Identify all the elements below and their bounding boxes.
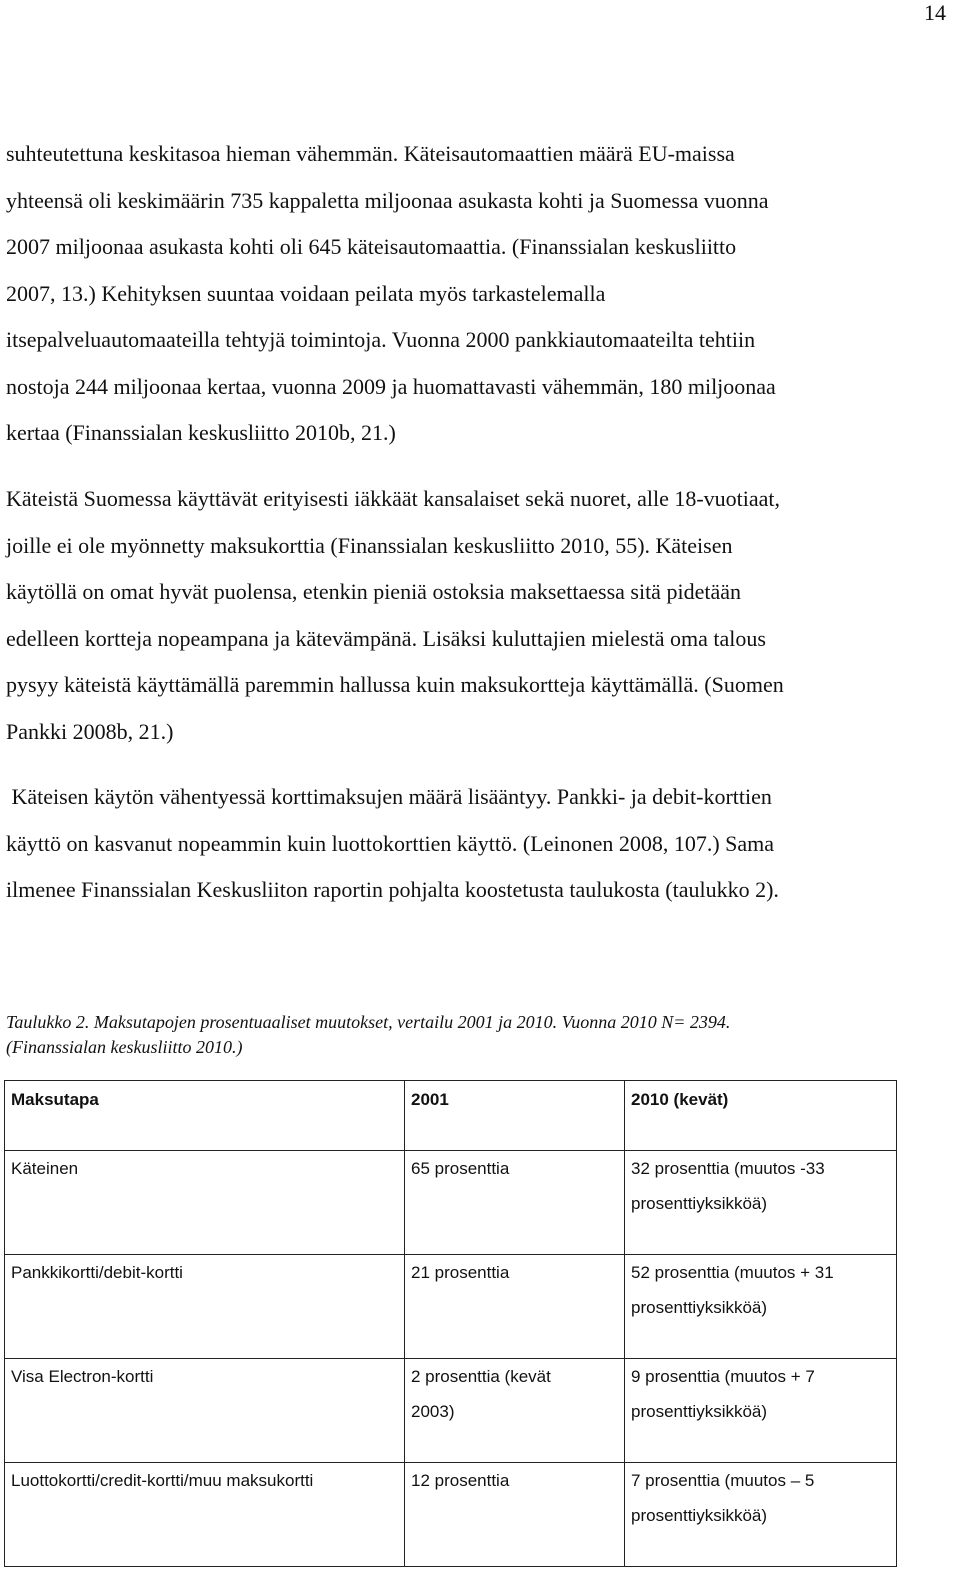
text-line: pysyy käteistä käyttämällä paremmin hallussa kuin maksukortteja käyttämällä. (Suomen — [6, 672, 784, 697]
cell-line: 12 prosenttia — [411, 1471, 510, 1490]
header-2010: 2010 (kevät) — [625, 1081, 897, 1151]
paragraph-2 — [6, 476, 956, 755]
paragraph-3 — [6, 774, 956, 914]
cell-method: Luottokortti/credit-kortti/muu maksukortti — [5, 1463, 405, 1567]
cell-2001 — [405, 1151, 625, 1255]
text-line: suhteutettuna keskitasoa hieman vähemmän. Käteisautomaattien määrä EU-maissa — [6, 141, 735, 166]
header-maksutapa: Maksutapa — [5, 1081, 405, 1151]
cell-line: prosenttiyksikköä) — [631, 1402, 768, 1421]
cell-2001 — [405, 1463, 625, 1567]
cell-line: 32 prosenttia (muutos -33 — [631, 1159, 825, 1178]
table-row — [5, 1463, 897, 1567]
cell-line: prosenttiyksikköä) — [631, 1506, 768, 1525]
table-row — [5, 1255, 897, 1359]
cell-line: 2 prosenttia (kevät — [411, 1367, 551, 1386]
text-line: Pankki 2008b, 21.) — [6, 718, 174, 744]
table-header-row — [5, 1081, 897, 1151]
cell-method: Käteinen — [5, 1151, 405, 1255]
caption-line: (Finanssialan keskusliitto 2010.) — [6, 1037, 243, 1057]
cell-2010 — [625, 1255, 897, 1359]
cell-2010 — [625, 1151, 897, 1255]
cell-line: 21 prosenttia — [411, 1263, 510, 1282]
text-line: edelleen kortteja nopeampana ja kätevämpänä. Lisäksi kuluttajien mielestä oma talous — [6, 625, 766, 651]
text-line: 2007 miljoonaa asukasta kohti oli 645 käteisautomaattia. (Finanssialan keskusliitto — [6, 234, 737, 259]
table-caption — [6, 1010, 946, 1060]
text-line: itsepalveluautomaateilla tehtyjä toimintoja. Vuonna 2000 pankkiautomaateilta tehtiin — [6, 327, 756, 352]
cell-method: Visa Electron-kortti — [5, 1359, 405, 1463]
text-line: käytöllä on omat hyvät puolensa, etenkin pieniä ostoksia maksettaessa sitä pidetään — [6, 579, 741, 604]
header-2001: 2001 — [405, 1081, 625, 1151]
cell-line: prosenttiyksikköä) — [631, 1298, 768, 1317]
text-line: ilmenee Finanssialan Keskusliiton raportin pohjalta koostetusta taulukosta (taulukko 2). — [6, 877, 779, 902]
cell-line: prosenttiyksikköä) — [631, 1194, 768, 1213]
table-row — [5, 1151, 897, 1255]
cell-2001 — [405, 1359, 625, 1463]
cell-line: 65 prosenttia — [411, 1159, 510, 1178]
cell-line: 7 prosenttia (muutos – 5 — [631, 1471, 815, 1490]
text-line: käyttö on kasvanut nopeammin kuin luottokorttien käyttö. (Leinonen 2008, 107.) Sama — [6, 830, 775, 856]
cell-2010 — [625, 1359, 897, 1463]
paragraph-1 — [6, 131, 956, 457]
cell-line: 9 prosenttia (muutos + 7 — [631, 1367, 815, 1386]
table-row — [5, 1359, 897, 1463]
text-line: nostoja 244 miljoonaa kertaa, vuonna 2009 ja huomattavasti vähemmän, 180 miljoonaa — [6, 373, 776, 399]
cell-2010 — [625, 1463, 897, 1567]
cell-method: Pankkikortti/debit-kortti — [5, 1255, 405, 1359]
text-line: kertaa (Finanssialan keskusliitto 2010b, 21.) — [6, 420, 396, 445]
text-line: yhteensä oli keskimäärin 735 kappaletta miljoonaa asukasta kohti ja Suomessa vuonna — [6, 187, 769, 213]
payment-methods-table — [4, 1080, 897, 1567]
caption-line: Taulukko 2. Maksutapojen prosentuaaliset muutokset, vertailu 2001 ja 2010. Vuonna 2010 N= 2394. — [6, 1012, 731, 1032]
cell-line: 52 prosenttia (muutos + 31 — [631, 1263, 834, 1282]
cell-2001 — [405, 1255, 625, 1359]
text-line: 2007, 13.) Kehityksen suuntaa voidaan peilata myös tarkastelemalla — [6, 280, 606, 306]
text-line: joille ei ole myönnetty maksukorttia (Finanssialan keskusliitto 2010, 55). Käteisen — [6, 532, 733, 558]
text-line: Käteisen käytön vähentyessä korttimaksujen määrä lisääntyy. Pankki- ja debit-korttien — [6, 784, 772, 809]
text-line: Käteistä Suomessa käyttävät erityisesti iäkkäät kansalaiset sekä nuoret, alle 18-vuotiaat, — [6, 486, 781, 511]
page-number: 14 — [924, 0, 946, 25]
cell-line: 2003) — [411, 1402, 455, 1421]
